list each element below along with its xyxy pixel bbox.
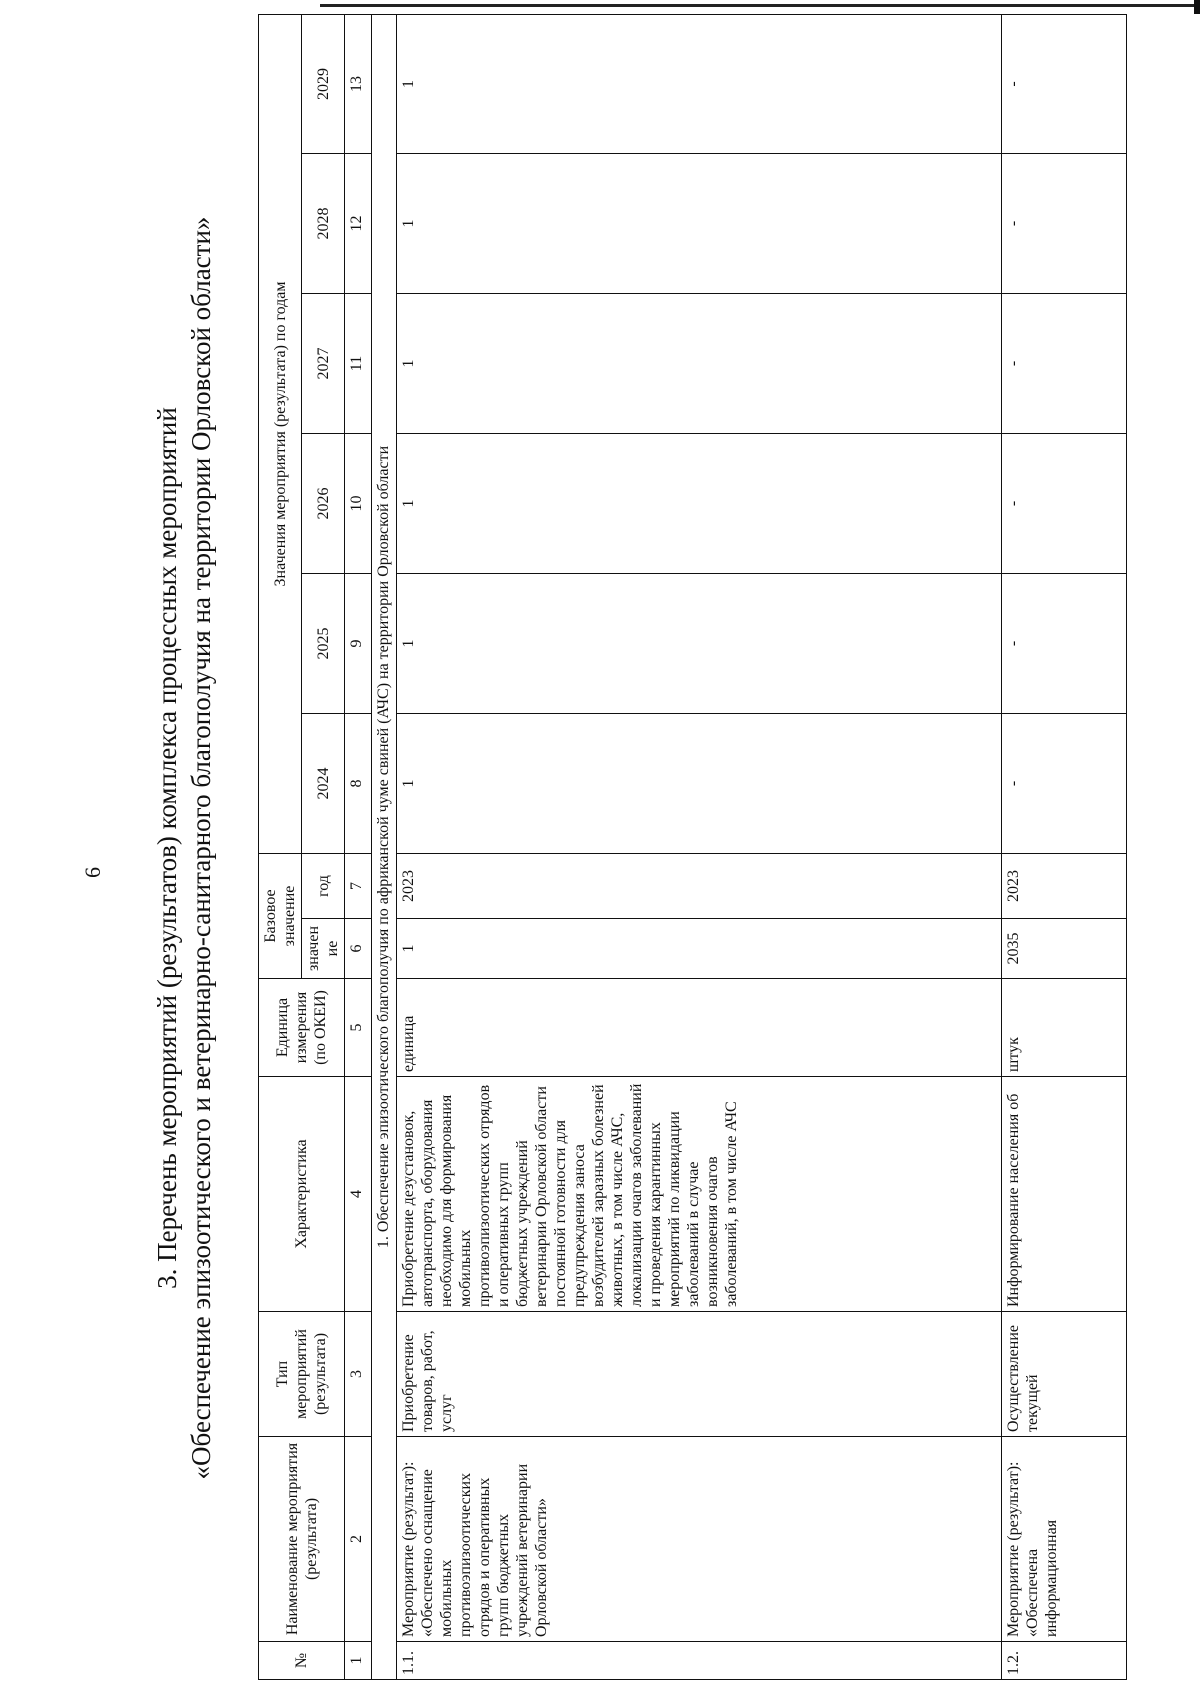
header-num: № — [259, 1642, 345, 1680]
row-year-value: 1 — [397, 293, 1002, 433]
section-title: 1. Обеспечение эпизоотического благополучия по африканской чуме свиней (АЧС) на территории Орловской области — [372, 14, 397, 1679]
page-number: 6 — [80, 867, 105, 878]
row-num: 1.1. — [397, 1642, 1002, 1680]
header-year: 2025 — [302, 573, 345, 713]
row-name: Мероприятие (результат): «Обеспечена информационная — [1002, 1437, 1127, 1642]
row-year-value: 1 — [397, 153, 1002, 293]
header-row-1 — [259, 14, 302, 1679]
row-characteristic: Приобретение дезустановок, автотранспорта, оборудования необходимо для формирования мобильных противоэпизоотических отрядов и оперативных групп бюджетных учреждений ветеринарии Орловской области постоянной готовности для предупреждения заноса возбудителей заразных болезней животных, в том числе АЧС, локализации очагов заболеваний и проведения карантинных мероприятий по ликвидации заболеваний в случае возникновения очагов заболеваний, в том числе АЧС — [397, 1077, 1002, 1312]
row-base-value: 1 — [397, 919, 1002, 979]
column-number: 7 — [345, 853, 372, 918]
table-row — [397, 14, 1002, 1679]
table-row — [1002, 14, 1127, 1679]
header-years-group: Значения мероприятия (результата) по годам — [259, 14, 302, 853]
row-year-value: - — [1002, 293, 1127, 433]
header-characteristic: Характеристика — [259, 1077, 345, 1312]
row-base-year: 2023 — [1002, 853, 1127, 918]
row-base-value: 2035 — [1002, 919, 1127, 979]
measures-table — [258, 14, 1127, 1680]
column-number: 8 — [345, 713, 372, 853]
column-number: 4 — [345, 1077, 372, 1312]
header-unit: Единица измерения (по ОКЕИ) — [259, 979, 345, 1077]
column-number: 13 — [345, 14, 372, 153]
column-number: 1 — [345, 1642, 372, 1680]
header-name: Наименование мероприятия (результата) — [259, 1437, 345, 1642]
row-unit: единица — [397, 979, 1002, 1077]
row-unit: штук — [1002, 979, 1127, 1077]
header-year: 2029 — [302, 14, 345, 153]
header-year: 2028 — [302, 153, 345, 293]
title-line-2: «Обеспечение эпизоотического и ветеринарно-санитарного благополучия на территории Орловской области» — [186, 216, 216, 1480]
row-name: Мероприятие (результат): «Обеспечено оснащение мобильных противоэпизоотических отрядов и оперативных групп бюджетных учреждений ветеринарии Орловской области» — [397, 1437, 1002, 1642]
row-year-value: 1 — [397, 14, 1002, 153]
header-year: 2027 — [302, 293, 345, 433]
column-number-row — [345, 14, 372, 1679]
column-number: 6 — [345, 919, 372, 979]
row-year-value: 1 — [397, 433, 1002, 573]
header-year: 2026 — [302, 433, 345, 573]
header-base-group: Базовое значение — [259, 853, 302, 978]
header-type: Тип мероприятий (результата) — [259, 1312, 345, 1437]
column-number: 11 — [345, 293, 372, 433]
section-row — [372, 14, 397, 1679]
column-number: 5 — [345, 979, 372, 1077]
header-base-value: значен ие — [302, 919, 345, 979]
row-year-value: 1 — [397, 573, 1002, 713]
row-year-value: 1 — [397, 713, 1002, 853]
row-year-value: - — [1002, 153, 1127, 293]
header-year: 2024 — [302, 713, 345, 853]
column-number: 2 — [345, 1437, 372, 1642]
row-num: 1.2. — [1002, 1642, 1127, 1680]
row-year-value: - — [1002, 573, 1127, 713]
row-year-value: - — [1002, 713, 1127, 853]
column-number: 10 — [345, 433, 372, 573]
column-number: 3 — [345, 1312, 372, 1437]
column-number: 12 — [345, 153, 372, 293]
row-year-value: - — [1002, 14, 1127, 153]
row-characteristic: Информирование населения об — [1002, 1077, 1127, 1312]
header-base-year: год — [302, 853, 345, 918]
row-type: Приобретение товаров, работ, услуг — [397, 1312, 1002, 1437]
column-number: 9 — [345, 573, 372, 713]
row-base-year: 2023 — [397, 853, 1002, 918]
title-line-1: 3. Перечень мероприятий (результатов) комплекса процессных мероприятий — [152, 407, 182, 1289]
row-type: Осуществление текущей — [1002, 1312, 1127, 1437]
row-year-value: - — [1002, 433, 1127, 573]
document-title — [150, 148, 218, 1548]
